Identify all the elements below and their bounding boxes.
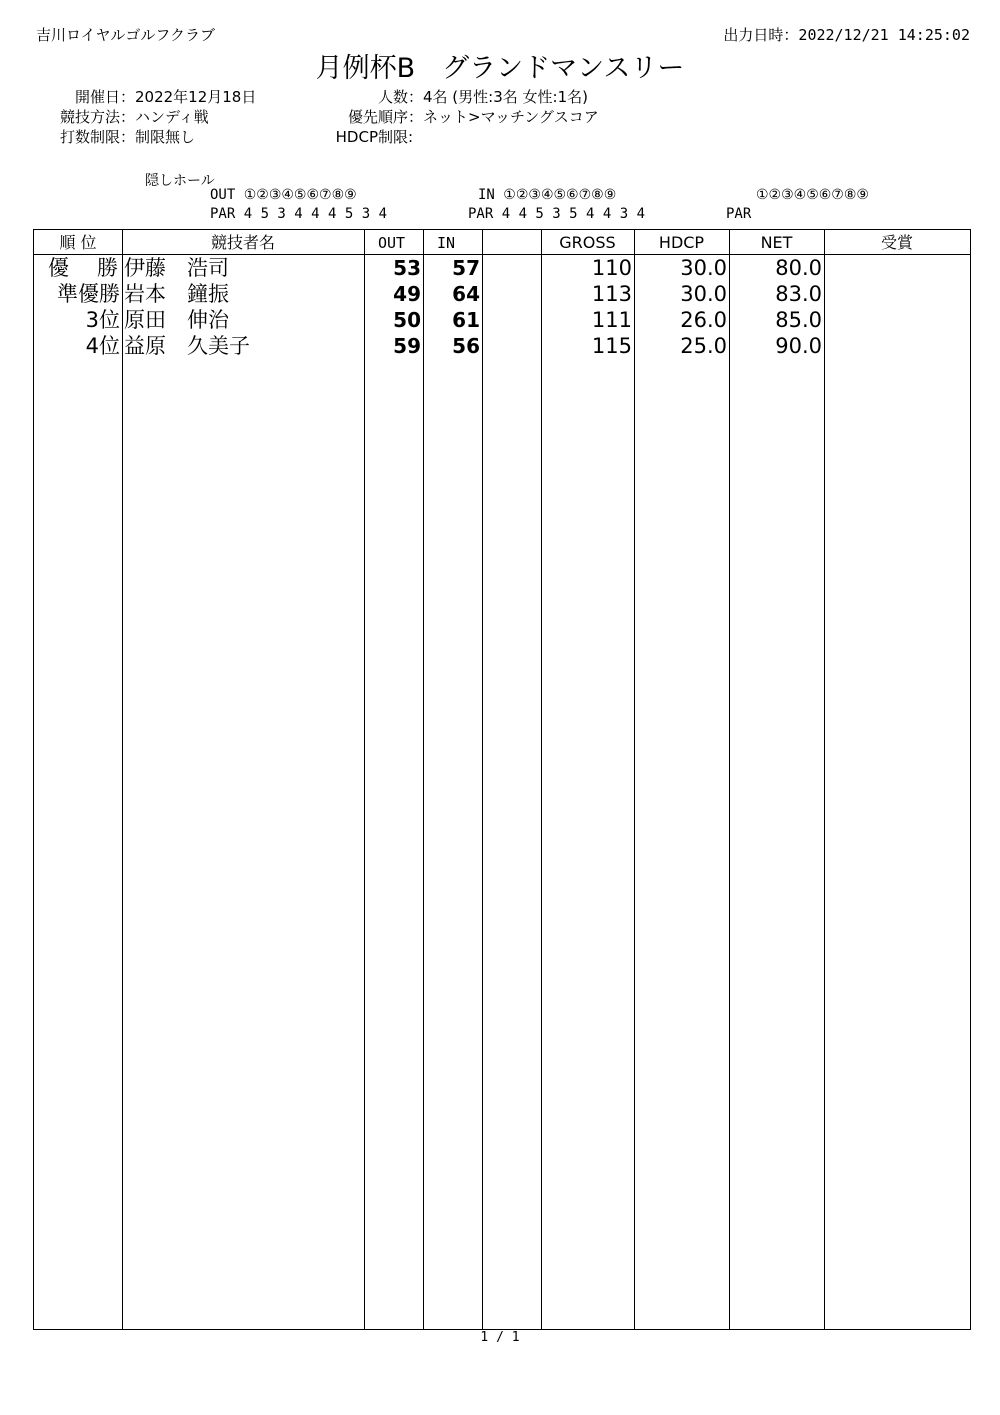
header-out: OUT bbox=[378, 234, 406, 252]
cell-out: 53 bbox=[393, 256, 421, 280]
info-hdcp-value: : bbox=[408, 128, 414, 146]
hidden-holes-extra-par: PAR bbox=[726, 206, 752, 222]
header-award: 受賞 bbox=[880, 233, 913, 252]
cell-award bbox=[826, 255, 970, 281]
header-net: NET bbox=[760, 233, 793, 252]
column-divider bbox=[729, 230, 730, 1329]
page-number: 1 / 1 bbox=[480, 1330, 520, 1345]
cell-award bbox=[826, 281, 970, 307]
info-count-value: ：4名 (男性:3名 女性:1名) bbox=[408, 88, 588, 106]
info-date-label: 開催日 bbox=[74, 88, 120, 106]
cell-name: 伊藤 浩司 bbox=[124, 256, 229, 280]
table-row bbox=[34, 333, 970, 359]
header-rank: 順 位 bbox=[59, 233, 97, 252]
info-priority bbox=[300, 106, 599, 127]
column-divider bbox=[824, 230, 825, 1329]
cell-gross: 111 bbox=[591, 308, 632, 332]
cell-in: 61 bbox=[452, 308, 480, 332]
hidden-holes-label: 隠しホール bbox=[145, 173, 215, 189]
cell-net: 90.0 bbox=[775, 334, 822, 358]
column-divider bbox=[482, 230, 483, 1329]
cell-gross: 113 bbox=[591, 282, 632, 306]
cell-hdcp: 30.0 bbox=[680, 282, 727, 306]
hidden-holes-out-par: PAR 4 5 3 4 4 4 5 3 4 bbox=[210, 206, 388, 222]
info-method-value: ：ハンディ戦 bbox=[120, 108, 209, 126]
cell-in: 56 bbox=[452, 334, 480, 358]
club-name: 吉川ロイヤルゴルフクラブ bbox=[36, 26, 215, 44]
hidden-holes-out: OUT ①②③④⑤⑥⑦⑧⑨ bbox=[210, 187, 357, 203]
cell-in: 57 bbox=[452, 256, 480, 280]
info-date-value: ：2022年12月18日 bbox=[120, 88, 257, 106]
table-row bbox=[34, 281, 970, 307]
table-row bbox=[34, 307, 970, 333]
info-limit-label: 打数制限 bbox=[59, 128, 120, 146]
cell-name: 益原 久美子 bbox=[124, 334, 250, 358]
info-limit-value: ：制限無し bbox=[120, 128, 196, 146]
results-table bbox=[33, 229, 971, 1330]
info-date bbox=[40, 86, 256, 107]
info-priority-label: 優先順序 bbox=[347, 108, 408, 126]
column-divider bbox=[541, 230, 542, 1329]
info-limit bbox=[40, 126, 195, 147]
cell-out: 50 bbox=[393, 308, 421, 332]
column-divider bbox=[423, 230, 424, 1329]
header-hdcp: HDCP bbox=[658, 233, 705, 252]
cell-hdcp: 30.0 bbox=[680, 256, 727, 280]
table-row bbox=[34, 255, 970, 281]
info-method bbox=[40, 106, 209, 127]
hidden-holes-extra: ①②③④⑤⑥⑦⑧⑨ bbox=[756, 187, 869, 203]
cell-net: 85.0 bbox=[775, 308, 822, 332]
header-name: 競技者名 bbox=[210, 233, 275, 252]
header-in: IN bbox=[437, 234, 456, 252]
cell-out: 59 bbox=[393, 334, 421, 358]
info-hdcp-label: HDCP制限 bbox=[335, 128, 408, 146]
cell-name: 原田 伸治 bbox=[124, 308, 229, 332]
info-priority-value: ：ネット>マッチングスコア bbox=[408, 108, 599, 126]
cell-in: 64 bbox=[452, 282, 480, 306]
header-blank bbox=[482, 232, 541, 254]
column-divider bbox=[634, 230, 635, 1329]
cell-hdcp: 25.0 bbox=[680, 334, 727, 358]
info-count bbox=[300, 86, 588, 107]
printed-datetime: 出力日時：2022/12/21 14:25:02 bbox=[723, 26, 970, 44]
page-title: 月例杯B グランドマンスリー bbox=[315, 53, 685, 84]
cell-out: 49 bbox=[393, 282, 421, 306]
info-method-label: 競技方法 bbox=[59, 108, 120, 126]
cell-net: 83.0 bbox=[775, 282, 822, 306]
column-divider bbox=[122, 230, 123, 1329]
header-gross: GROSS bbox=[559, 233, 616, 252]
cell-award bbox=[826, 307, 970, 333]
info-count-label: 人数 bbox=[377, 88, 408, 106]
info-hdcp bbox=[300, 126, 413, 147]
cell-hdcp: 26.0 bbox=[680, 308, 727, 332]
cell-rank: 優 勝 bbox=[48, 256, 118, 280]
cell-rank: 準優勝 bbox=[57, 282, 120, 306]
cell-net: 80.0 bbox=[775, 256, 822, 280]
cell-gross: 110 bbox=[591, 256, 632, 280]
cell-award bbox=[826, 333, 970, 359]
hidden-holes-in: IN ①②③④⑤⑥⑦⑧⑨ bbox=[478, 187, 617, 203]
cell-gross: 115 bbox=[591, 334, 632, 358]
cell-rank: 4位 bbox=[85, 334, 120, 358]
column-divider bbox=[364, 230, 365, 1329]
cell-rank: 3位 bbox=[85, 308, 120, 332]
hidden-holes-in-par: PAR 4 4 5 3 5 4 4 3 4 bbox=[468, 206, 646, 222]
cell-name: 岩本 鐘振 bbox=[124, 282, 229, 306]
